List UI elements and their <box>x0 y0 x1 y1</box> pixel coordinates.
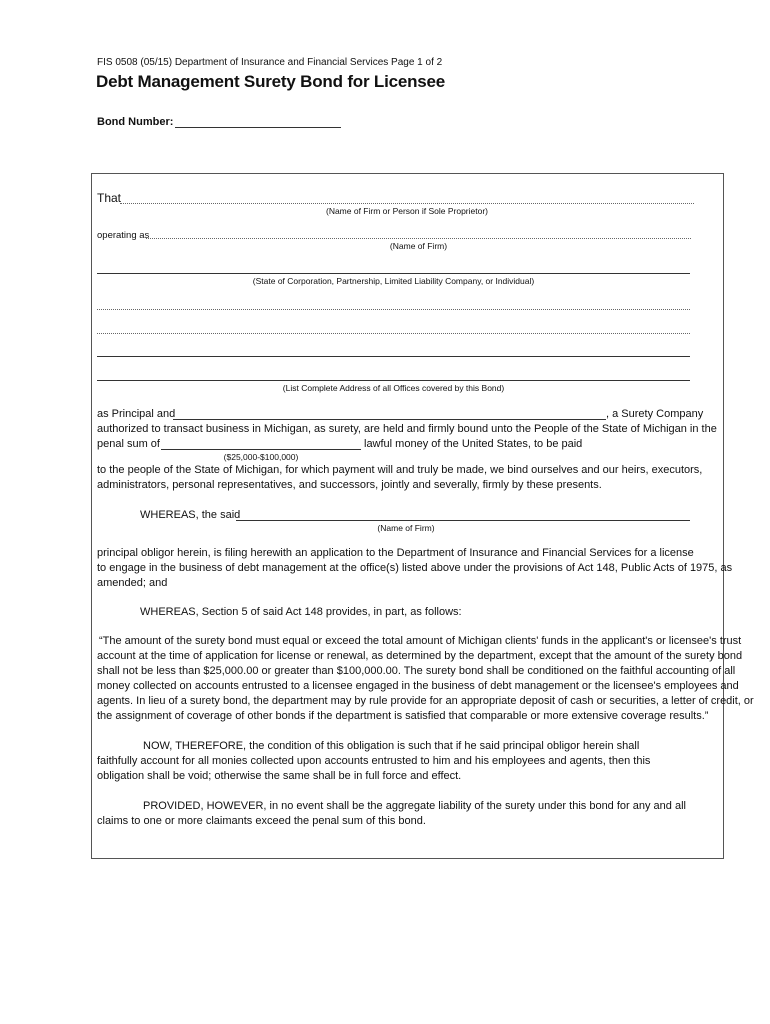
form-id-line: FIS 0508 (05/15) Department of Insurance and Financial Services Page 1 of 2 <box>97 57 443 68</box>
state-field[interactable] <box>97 273 690 274</box>
surety-company-field[interactable] <box>173 419 606 420</box>
address-line-1[interactable] <box>97 309 690 310</box>
therefore-line-3: obligation shall be void; otherwise the same shall be in full force and effect. <box>97 770 462 782</box>
operating-as-caption: (Name of Firm) <box>389 241 448 251</box>
provided-line-1: PROVIDED, HOWEVER, in no event shall be the aggregate liability of the surety under this bond for any and all <box>143 800 686 812</box>
administrators-line: administrators, personal representatives, and successors, jointly and severally, firmly by these presents. <box>97 479 602 491</box>
principal-prefix: as Principal and <box>97 408 176 420</box>
bond-number-label: Bond Number: <box>97 116 174 128</box>
principal-suffix: , a Surety Company <box>606 408 704 420</box>
penal-amount-caption: ($25,000-$100,000) <box>223 452 299 462</box>
penal-sum-field[interactable] <box>161 449 361 450</box>
obligor-line-2: to engage in the business of debt management at the office(s) listed above under the provisions of Act 148, Public Acts of 1975, as <box>97 562 733 574</box>
whereas-section-line: WHEREAS, Section 5 of said Act 148 provides, in part, as follows: <box>140 606 462 618</box>
quote-line-1: “The amount of the surety bond must equal or exceed the total amount of Michigan clients' funds in the applicant's or licensee's trust <box>99 635 742 647</box>
page-title: Debt Management Surety Bond for Licensee <box>96 72 446 91</box>
quote-line-4: money collected on accounts entrusted to a licensee engaged in the business of debt management or the licensee's employees and <box>97 680 739 692</box>
address-line-3[interactable] <box>97 356 690 357</box>
whereas-said-label: WHEREAS, the said <box>140 509 241 521</box>
operating-as-field[interactable] <box>146 238 691 239</box>
firm-name-field[interactable] <box>120 203 694 204</box>
whereas-firm-field[interactable] <box>236 520 690 521</box>
quote-line-6: the assignment of coverage of other bonds if the department is satisfied that comparable or more extensive coverage results.” <box>97 710 709 722</box>
address-line-4[interactable] <box>97 380 690 381</box>
obligor-line-3: amended; and <box>97 577 168 589</box>
quote-line-2: account at the time of application for license or renewal, as determined by the department, except that the amount of the surety bond <box>97 650 743 662</box>
firm-name-caption: (Name of Firm or Person if Sole Proprietor) <box>325 206 489 216</box>
therefore-line-1: NOW, THEREFORE, the condition of this obligation is such that if he said principal obligor herein shall <box>143 740 640 752</box>
people-line: to the people of the State of Michigan, for which payment will and truly be made, we bind ourselves and our heirs, executors, <box>97 464 703 476</box>
that-label: That <box>97 191 122 205</box>
operating-as-label: operating as <box>97 230 150 241</box>
penal-prefix: penal sum of <box>97 438 160 450</box>
bond-number-field[interactable] <box>175 127 341 128</box>
obligor-line-1: principal obligor herein, is filing herewith an application to the Department of Insurance and Financial Services for a license <box>97 547 694 559</box>
quote-line-5: agents. In lieu of a surety bond, the department may by rule provide for an appropriate deposit of cash or securities, a letter of credit, or <box>97 695 754 707</box>
whereas-firm-caption: (Name of Firm) <box>377 523 435 533</box>
penal-suffix: lawful money of the United States, to be paid <box>364 438 583 450</box>
authorized-line: authorized to transact business in Michigan, as surety, are held and firmly bound unto the People of the State of Michigan in the <box>97 423 717 435</box>
quote-line-3: shall not be less than $25,000.00 or greater than $100,000.00. The surety bond shall be conditioned on the faithful accounting of all <box>97 665 736 677</box>
address-caption: (List Complete Address of all Offices covered by this Bond) <box>282 383 505 393</box>
state-caption: (State of Corporation, Partnership, Limited Liability Company, or Individual) <box>252 276 535 286</box>
provided-line-2: claims to one or more claimants exceed the penal sum of this bond. <box>97 815 426 827</box>
therefore-line-2: faithfully account for all monies collected upon accounts entrusted to him and his employees and agents, then this <box>97 755 651 767</box>
address-line-2[interactable] <box>97 333 690 334</box>
